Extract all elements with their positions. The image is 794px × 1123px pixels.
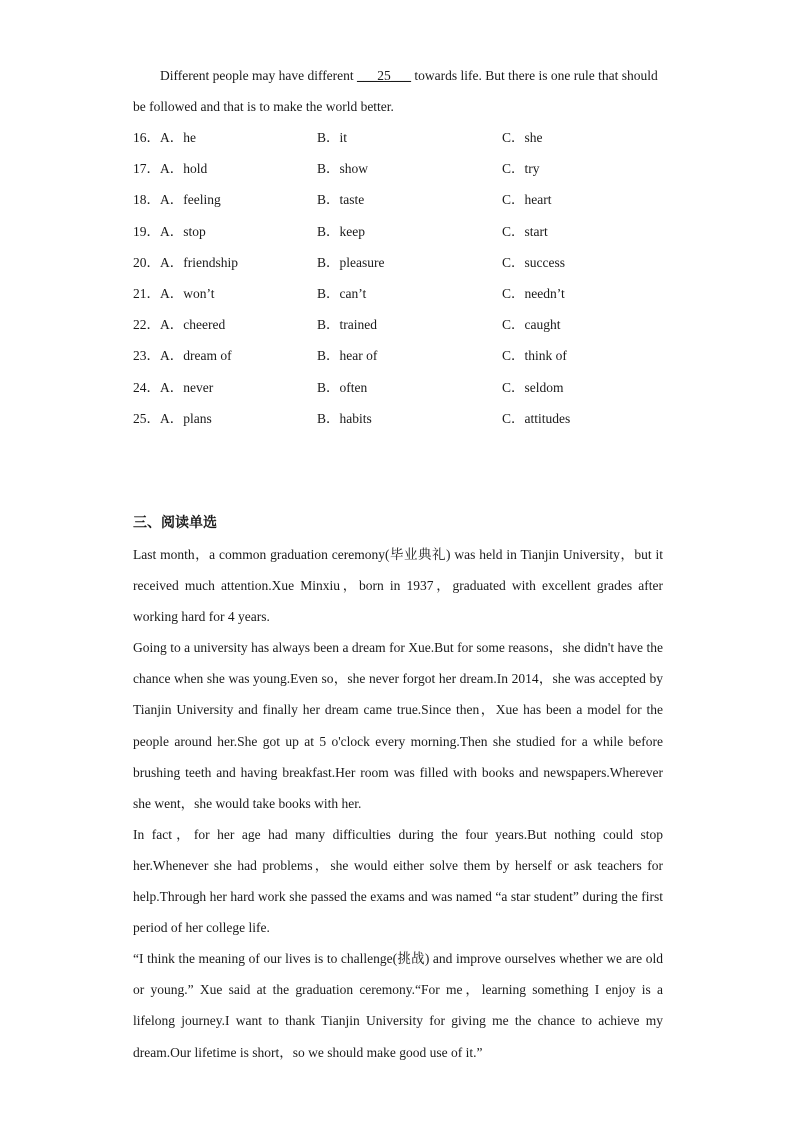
option-b: B．habits — [317, 410, 372, 426]
question-row — [133, 372, 673, 403]
question-row — [133, 184, 673, 215]
cloze-blank-25: ___25___ — [357, 68, 412, 83]
question-number: 21． — [133, 285, 160, 301]
option-a: A．friendship — [160, 254, 238, 270]
question-row — [133, 153, 673, 184]
reading-paragraph-2: Going to a university has always been a dream for Xue.But for some reasons，she didn't have the chance when she was young.Even so，she never forgot her dream.In 2014，she was accepted by Tianjin University and finally her dream came true.Since then，Xue has been a model for the people around her.She got up at 5 o'clock every morning.Then she studied for a while before brushing teeth and having breakfast.Her room was filled with books and newspapers.Wherever she went，she would take books with her. — [133, 640, 663, 811]
reading-paragraph-3: In fact，for her age had many difficulties during the four years.But nothing could stop her.Whenever she had problems，she would either solve them by herself or ask teachers for help.Through her hard work she passed the exams and was named “a star student” during the first period of her college life. — [133, 826, 663, 936]
option-a: A．dream of — [160, 348, 232, 364]
option-b: B．it — [317, 130, 348, 145]
question-number: 20． — [133, 254, 160, 270]
option-a: A．cheered — [160, 317, 226, 333]
option-c: C．success — [502, 254, 565, 270]
option-a: A．stop — [160, 223, 206, 239]
cloze-intro-paragraph — [133, 60, 673, 122]
option-b: B．keep — [317, 223, 365, 239]
question-number: 17． — [133, 161, 160, 177]
option-a: A．feeling — [160, 192, 221, 208]
option-c: C．she — [502, 130, 543, 145]
option-b: B．hear of — [317, 348, 378, 364]
option-c: C．start — [502, 223, 548, 239]
question-row — [133, 309, 673, 340]
option-a: A．hold — [160, 161, 208, 177]
question-row — [133, 122, 673, 153]
question-row — [133, 403, 673, 434]
reading-paragraph-4: “I think the meaning of our lives is to challenge(挑战) and improve ourselves whether we are old or young.” Xue said at the graduation ceremony.“For me，learning something I enjoy is a lifelong journey.I want to thank Tianjin University for giving me the chance to achieve my dream.Our lifetime is short，so we should make good use of it.” — [133, 951, 663, 1060]
option-b: B．taste — [317, 192, 365, 208]
question-row — [133, 216, 673, 247]
reading-paragraph-1: Last month，a common graduation ceremony(毕业典礼) was held in Tianjin University，but it received much attention.Xue Minxiu，born in 1937，graduated with excellent grades after working hard for 4 years. — [133, 547, 663, 625]
question-number: 18． — [133, 192, 160, 208]
option-c: C．attitudes — [502, 410, 571, 426]
option-a: A．plans — [160, 410, 212, 426]
option-b: B．can’t — [317, 285, 367, 301]
question-number: 22． — [133, 317, 160, 333]
option-c: C．try — [502, 161, 540, 177]
question-number: 25． — [133, 410, 160, 426]
option-c: C．seldom — [502, 379, 564, 395]
options-list — [133, 122, 673, 434]
option-b: B．pleasure — [317, 254, 385, 270]
option-a: A．won’t — [160, 285, 215, 301]
option-b: B．trained — [317, 317, 377, 333]
question-number: 16． — [133, 130, 160, 145]
question-number: 19． — [133, 223, 160, 239]
question-number: 24． — [133, 379, 160, 395]
option-c: C．needn’t — [502, 285, 565, 301]
option-b: B．often — [317, 379, 368, 395]
option-a: A．never — [160, 379, 214, 395]
question-row — [133, 247, 673, 278]
option-a: A．he — [160, 130, 196, 145]
option-c: C．heart — [502, 192, 552, 208]
cloze-section — [133, 60, 673, 434]
option-c: C．caught — [502, 317, 561, 333]
option-c: C．think of — [502, 348, 567, 364]
section-title: 三、阅读单选 — [133, 515, 217, 531]
cloze-intro-after: towards life. But there is one rule that should be followed and that is to make the world better. — [133, 68, 658, 114]
reading-passage — [133, 539, 663, 1068]
question-row — [133, 278, 673, 309]
question-row — [133, 340, 673, 371]
cloze-intro-before: Different people may have different — [160, 68, 358, 83]
question-number: 23． — [133, 348, 160, 364]
option-b: B．show — [317, 161, 369, 177]
